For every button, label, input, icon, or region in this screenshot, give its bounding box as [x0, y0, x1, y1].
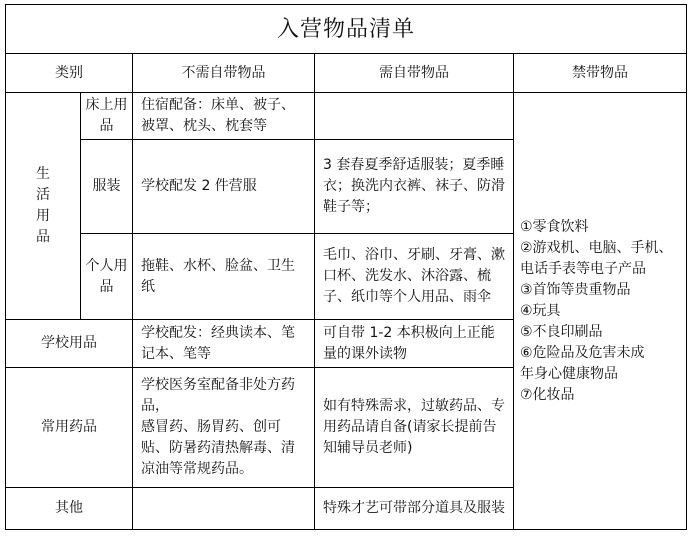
life-label-char: 用 — [36, 208, 50, 224]
life-label-char: 品 — [36, 229, 50, 245]
forbidden-item: ⑤不良印刷品 — [520, 323, 603, 340]
bedding-no-need: 住宿配备：床单、被子、被罩、枕头、枕套等 — [133, 93, 315, 140]
sub-bedding: 床上用品 — [81, 93, 133, 140]
other-label: 其他 — [6, 488, 133, 530]
school-no-need: 学校配发：经典读本、笔记本、笔等 — [133, 320, 315, 368]
sub-personal: 个人用品 — [81, 234, 133, 320]
header-no-need: 不需自带物品 — [133, 54, 315, 93]
packing-list-table — [5, 4, 687, 530]
forbidden-item: ②游戏机、电脑、手机、 — [520, 239, 673, 256]
forbidden-item: ⑦化妆品 — [520, 386, 575, 403]
forbidden-item: 年身心健康物品 — [520, 365, 618, 382]
life-items-label — [6, 93, 81, 320]
medicine-need: 如有特殊需求，过敏药品、专用药品请自备(请家长提前告知辅导员老师) — [315, 368, 514, 488]
clothing-need: 3 套春夏季舒适服装；夏季睡衣；换洗内衣裤、袜子、防滑鞋子等； — [315, 140, 514, 234]
forbidden-item: ④玩具 — [520, 302, 561, 319]
forbidden-item: ③首饰等贵重物品 — [520, 281, 631, 298]
personal-need: 毛巾、浴巾、牙刷、牙膏、漱口杯、洗发水、沐浴露、梳子、纸巾等个人用品、雨伞 — [315, 234, 514, 320]
row-bedding — [6, 93, 687, 140]
header-forbidden: 禁带物品 — [514, 54, 687, 93]
table-title: 入营物品清单 — [6, 5, 687, 54]
forbidden-item: 电话手表等电子产品 — [520, 260, 646, 277]
school-label: 学校用品 — [6, 320, 133, 368]
clothing-no-need: 学校配发 2 件营服 — [133, 140, 315, 234]
medicine-label: 常用药品 — [6, 368, 133, 488]
life-label-char: 生 — [36, 166, 50, 182]
other-no-need — [133, 488, 315, 530]
life-label-char: 活 — [36, 187, 50, 203]
forbidden-list — [514, 93, 687, 530]
forbidden-item: ①零食饮料 — [520, 218, 589, 235]
header-need: 需自带物品 — [315, 54, 514, 93]
personal-no-need: 拖鞋、水杯、脸盆、卫生纸 — [133, 234, 315, 320]
bedding-need — [315, 93, 514, 140]
school-need: 可自带 1-2 本积极向上正能量的课外读物 — [315, 320, 514, 368]
medicine-no-need: 学校医务室配备非处方药品， 感冒药、肠胃药、创可贴、防暑药清热解毒、清凉油等常规药品。 — [133, 368, 315, 488]
forbidden-item: ⑥危险品及危害未成 — [520, 344, 645, 361]
header-category: 类别 — [6, 54, 133, 93]
header-row — [6, 54, 687, 93]
other-need: 特殊才艺可带部分道具及服装 — [315, 488, 514, 530]
sub-clothing: 服装 — [81, 140, 133, 234]
